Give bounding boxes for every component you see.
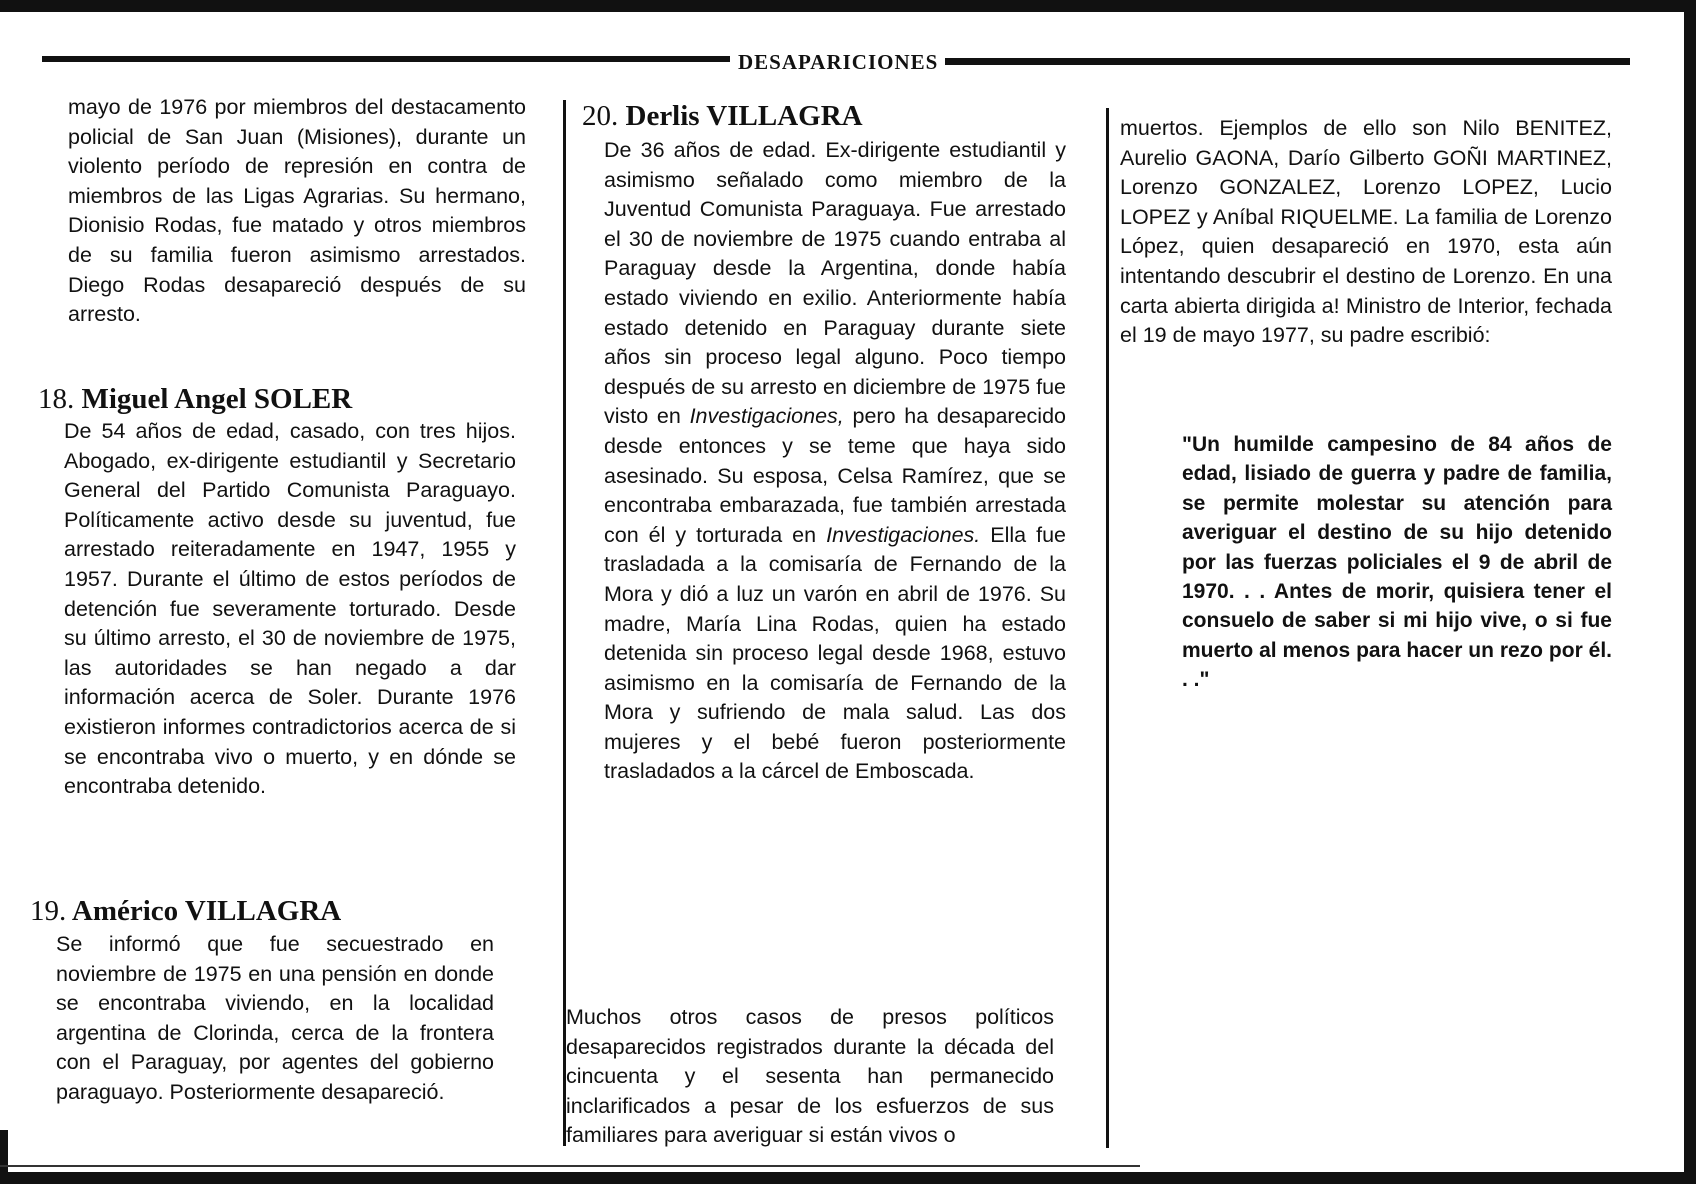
entry-20-text-c: Ella fue trasladada a la comisaría de Fernando de la Mora y dió a luz un varón en abril de 1976. Su madre, María Lina Rodas, quien ha estado detenida sin proceso legal desde 1968, estuvo asimismo en la comisaría de Fernando de la Mora y sufriendo de mala salud. Las dos mujeres y el bebé fueron posteriormente trasladados a la cárcel de Emboscada. bbox=[604, 522, 1067, 784]
header-rule-right bbox=[945, 58, 1630, 65]
bottom-rule bbox=[0, 1165, 1140, 1167]
column-3 bbox=[1120, 114, 1612, 351]
scan-border-top bbox=[0, 0, 1696, 12]
entry-20-italic-1: Investigaciones, bbox=[689, 404, 844, 429]
entry-18-name: Miguel Angel SOLER bbox=[81, 383, 353, 415]
entry-19-body bbox=[56, 930, 494, 1108]
entry-20-text-b: pero ha desaparecido desde entonces y se teme que haya sido asesinado. Su esposa, Celsa Ramírez, que se encontraba embarazada, fue también arrestada con él y torturada en bbox=[604, 404, 1066, 547]
entry-18-body bbox=[64, 417, 516, 802]
entry-20-number: 20. bbox=[582, 100, 619, 132]
entry-20-text bbox=[604, 136, 1066, 787]
quote-block bbox=[1182, 430, 1612, 695]
entry-19-heading bbox=[30, 894, 341, 928]
entry-20-name: Derlis VILLAGRA bbox=[625, 100, 863, 132]
column-divider-1 bbox=[563, 100, 566, 1146]
entry-20-italic-2: Investigaciones. bbox=[826, 522, 981, 547]
scan-border-bottom bbox=[0, 1172, 1696, 1184]
entry-18-heading bbox=[38, 382, 352, 416]
column-divider-2 bbox=[1106, 108, 1109, 1148]
header-rule-left bbox=[42, 56, 730, 62]
entry-18-text: De 54 años de edad, casado, con tres hijos. Abogado, ex-dirigente estudiantil y Secretario General del Partido Comunista Paraguayo. Políticamente activo desde su juventud, fue arrestado reiteradamente en 1947, 1955 y 1957. Durante el último de estos períodos de detención fue severamente torturado. Desde su último arresto, el 30 de noviembre de 1975, las autoridades se han negado a dar información acerca de Soler. Durante 1976 existieron informes contradictorios acerca de si se encontraba vivo o muerto, y en dónde se encontraba detenido. bbox=[64, 419, 516, 799]
intro-paragraph: mayo de 1976 por miembros del destacamento policial de San Juan (Misiones), durante un violento período de represión en contra de miembros de las Ligas Agrarias. Su hermano, Dionisio Rodas, fue matado y otros miembros de su familia fueron asimismo arrestados. Diego Rodas desapareció después de su arresto. bbox=[68, 95, 526, 327]
column-3-text: muertos. Ejemplos de ello son Nilo BENITEZ, Aurelio GAONA, Darío Gilberto GOÑI MARTINEZ, Lorenzo GONZALEZ, Lorenzo LOPEZ, Lucio LOPEZ y Aníbal RIQUELME. La familia de Lorenzo López, quien desapareció en 1970, esta aún intentando descubrir el destino de Lorenzo. En una carta abierta dirigida a! Ministro de Interior, fechada el 19 de mayo 1977, su padre escribió: bbox=[1120, 116, 1612, 348]
entry-20-heading bbox=[582, 99, 863, 133]
scan-border-right bbox=[1684, 0, 1696, 1184]
entry-20-text-a: De 36 años de edad. Ex-dirigente estudiantil y asimismo señalado como miembro de la Juventud Comunista Paraguaya. Fue arrestado el 30 de noviembre de 1975 cuando entraba al Paraguay desde la Argentina, donde había estado viviendo en exilio. Anteriormente había estado detenido en Paraguay durante siete años sin proceso legal alguno. Poco tiempo después de su arresto en diciembre de 1975 fue visto en bbox=[604, 138, 1066, 429]
entry-19-number: 19. bbox=[30, 895, 67, 927]
closing-paragraph-block bbox=[566, 1003, 1054, 1151]
closing-paragraph: Muchos otros casos de presos políticos desaparecidos registrados durante la década del cincuenta y el sesenta han permanecido inclarificados a pesar de los esfuerzos de sus familiares para averiguar si están vivos o bbox=[566, 1005, 1054, 1148]
entry-19-text: Se informó que fue secuestrado en noviembre de 1975 en una pensión en donde se encontraba viviendo, en la localidad argentina de Clorinda, cerca de la frontera con el Paraguay, por agentes del gobierno paraguayo. Posteriormente desapareció. bbox=[56, 932, 494, 1104]
section-header-title: DESAPARICIONES bbox=[738, 50, 939, 74]
entry-19-name: Américo VILLAGRA bbox=[71, 895, 342, 927]
entry-20-body bbox=[604, 136, 1066, 787]
letter-quote: "Un humilde campesino de 84 años de edad, lisiado de guerra y padre de familia, se permite molestar su atención para averiguar el destino de su hijo detenido por las fuerzas policiales el 9 de abril de 1970. . . Antes de morir, quisiera tener el consuelo de saber si mi hijo vive, o si fue muerto al menos para hacer un rezo por él. . ." bbox=[1182, 433, 1612, 692]
entry-18-number: 18. bbox=[38, 383, 75, 415]
column-1 bbox=[68, 93, 526, 330]
